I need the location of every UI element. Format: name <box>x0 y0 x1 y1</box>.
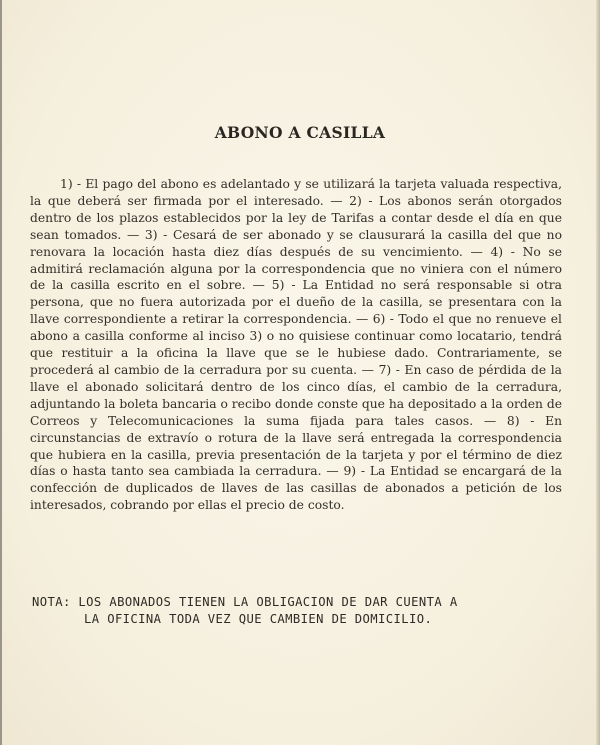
card-left-edge <box>0 0 2 745</box>
note-line-2: LA OFICINA TODA VEZ QUE CAMBIEN DE DOMICILIO. <box>84 612 433 626</box>
card-right-edge <box>596 0 600 745</box>
document-title: ABONO A CASILLA <box>214 123 386 142</box>
note-line-1: NOTA: LOS ABONADOS TIENEN LA OBLIGACION DE DAR CUENTA A <box>32 595 458 609</box>
document-body: 1) - El pago del abono es adelantado y se utilizará la tarjeta valuada respectiva, la que deberá ser firmada por el interesado. — 2) - Los abonos serán otorgados dentro de los plazos establecidos por la ley de Tarifas a contar desde el día en que sean tomados. — 3) - Cesará de ser abonado y se clausurará la casilla del que no renovara la locación hasta diez días después de su vencimiento. — 4) - No se admitirá reclamación alguna por la correspondencia que no viniera con el número de la casilla escrito en el sobre. — 5) - La Entidad no será responsable si otra persona, que no fuera autorizada por el dueño de la casilla, se presentara con la llave correspondiente a retirar la correspondencia. — 6) - Todo el que no renueve el abono a casilla conforme al inciso 3) o no quisiese continuar como locatario, tendrá que restituir a la oficina la llave que se le hubiese dado. Contrariamente, se procederá al cambio de la cerradura por su cuenta. — 7) - En caso de pérdida de la llave el abonado solicitará dentro de los cinco días, el cambio de la cerradura, adjuntando la boleta bancaria o recibo donde conste que ha depositado a la orden de Correos y Telecomunicaciones la suma fijada para tales casos. — 8) - En circunstancias de extravío o rotura de la llave será entregada la correspondencia que hubiera en la casilla, previa presentación de la tarjeta y por el término de diez días o hasta tanto sea cambiada la cerradura. — 9) - La Entidad se encargará de la confección de duplicados de llaves de las casillas de abonados a petición de los interesados, cobrando por ellas el precio de costo. <box>30 177 562 513</box>
note-block <box>32 594 572 628</box>
